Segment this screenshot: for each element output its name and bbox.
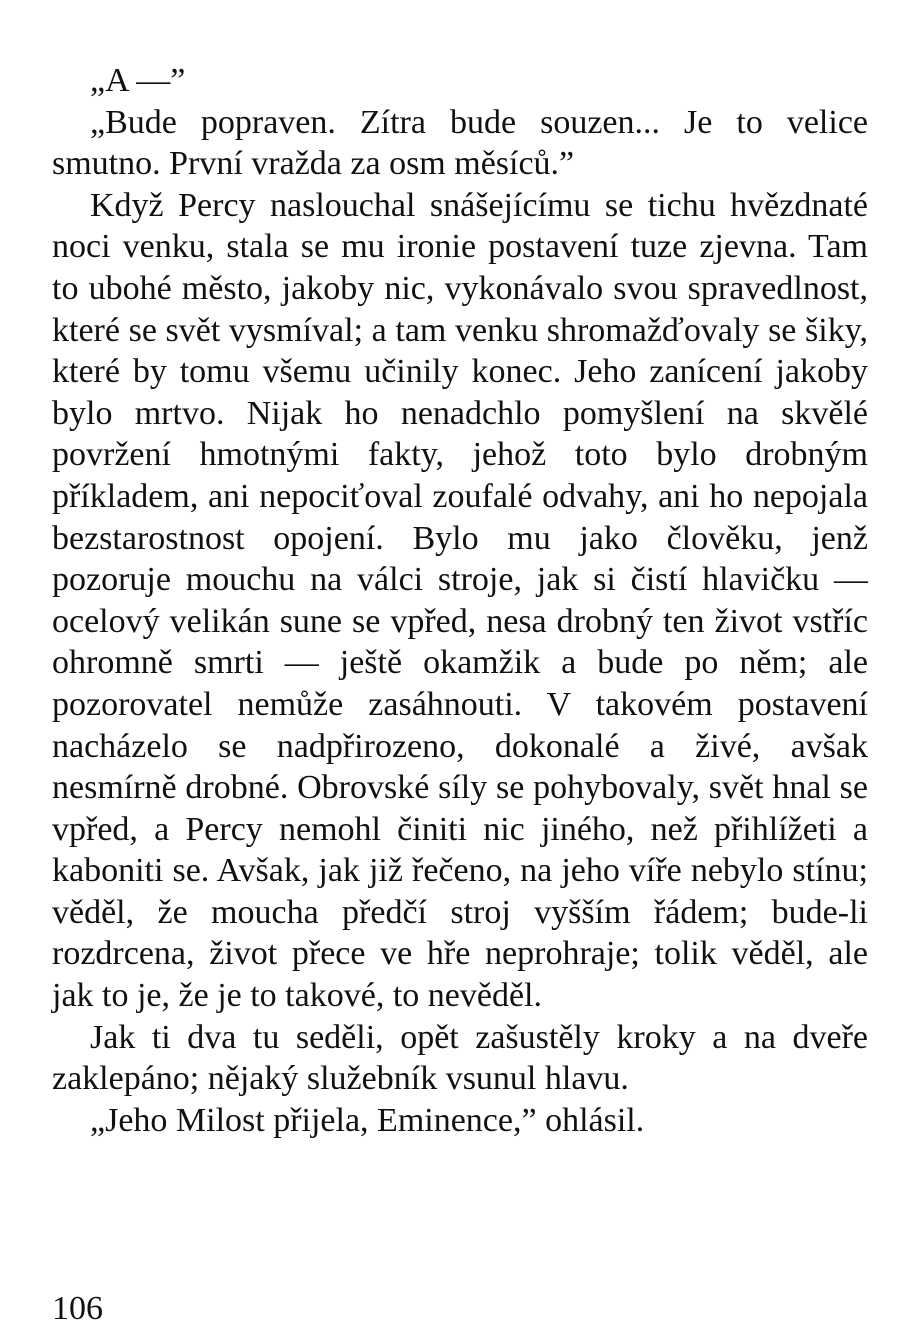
paragraph: „Jeho Milost přijela, Eminence,” ohlásil. bbox=[90, 1101, 645, 1139]
paragraph: „Bude popraven. Zítra bude souzen... Je to velice smutno. První vražda za osm měsíců.” bbox=[52, 103, 868, 183]
paragraph: Když Percy naslouchal snášejícímu se tichu hvězdnaté noci venku, stala se mu ironie postavení tuze zjevna. Tam to ubohé město, jakoby nic, vykonávalo svou spravedlnost, které se svět vysmíval; a tam venku shromažďovaly se šiky, které by tomu všemu učinily konec. Jeho zanícení jakoby bylo mrtvo. Nijak ho nenadchlo pomyšlení na skvělé povržení hmotnými fakty, jehož toto bylo drobným příkladem, ani nepociťoval zoufalé odvahy, ani ho nepojala bezstarostnost opojení. Bylo mu jako člověku, jenž pozoruje mouchu na válci stroje, jak si čistí hlavičku — ocelový velikán sune se vpřed, nesa drobný ten život vstříc ohromně smrti — ještě okamžik a bude po něm; ale pozorovatel nemůže zasáhnouti. V takovém postavení nacházelo se nadpřirozeno, dokonalé a živé, avšak nesmírně drobné. Obrovské síly se pohybovaly, svět hnal se vpřed, a Percy nemohl činiti nic jiného, než přihlížeti a kaboniti se. Avšak, jak již řečeno, na jeho víře nebylo stínu; věděl, že moucha předčí stroj vyšším řádem; bude-li rozdrcena, život přece ve hře neprohraje; tolik věděl, ale jak to je, že je to takové, to nevěděl. bbox=[52, 186, 868, 1015]
page-number: 106 bbox=[52, 1290, 103, 1327]
paragraph: Jak ti dva tu seděli, opět zašustěly kroky a na dveře zaklepáno; nějaký služebník vsunul hlavu. bbox=[52, 1018, 868, 1098]
paragraph: „A —” bbox=[90, 62, 186, 99]
book-page bbox=[52, 60, 868, 1141]
